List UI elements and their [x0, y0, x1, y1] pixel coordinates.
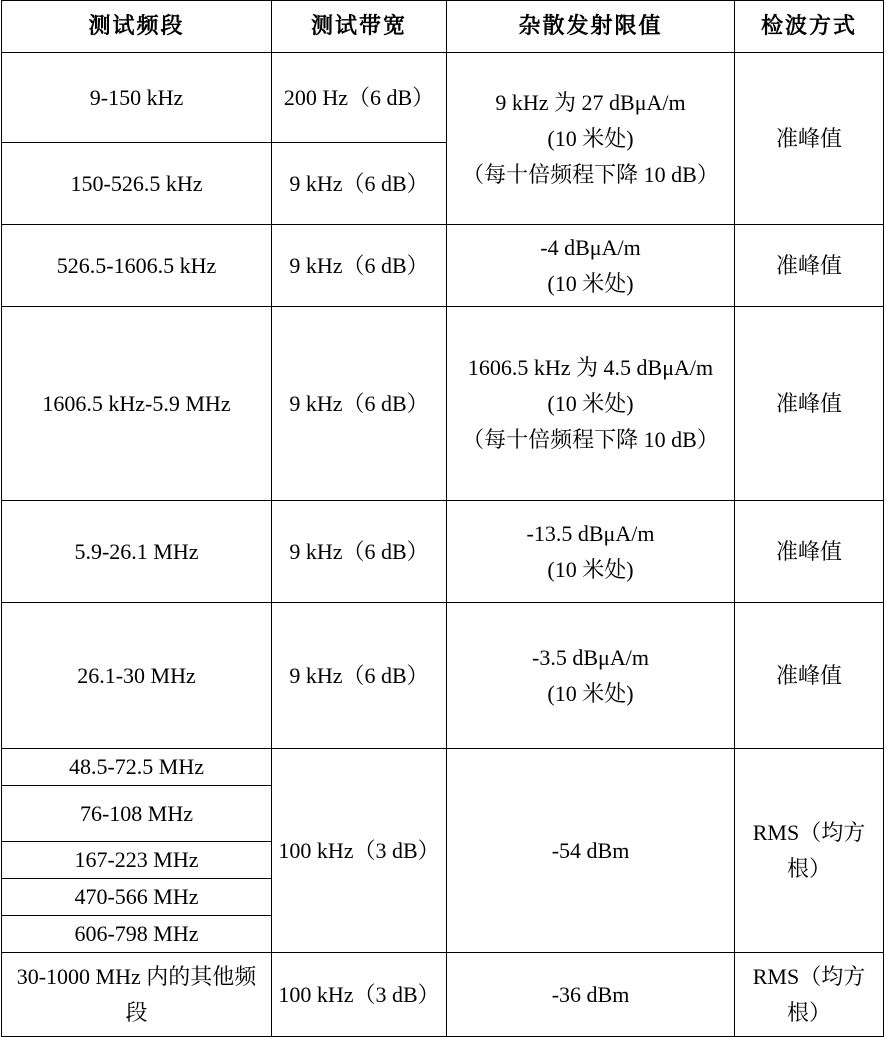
limit-line: (10 米处) — [547, 270, 634, 296]
band-cell: 606-798 MHz — [2, 916, 272, 953]
limit-cell — [447, 307, 735, 501]
header-bandwidth: 测试带宽 — [272, 1, 447, 53]
limit-cell — [447, 501, 735, 603]
limit-cell — [447, 225, 735, 307]
header-detector: 检波方式 — [735, 1, 884, 53]
detector-cell: 准峰值 — [735, 53, 884, 225]
table-row — [2, 749, 884, 786]
band-cell: 9-150 kHz — [2, 53, 272, 143]
limit-line: (10 米处) — [547, 125, 634, 151]
bandwidth-cell: 9 kHz（6 dB） — [272, 143, 447, 225]
table-row — [2, 603, 884, 749]
band-cell: 26.1-30 MHz — [2, 603, 272, 749]
limit-line: -4 dBμA/m — [540, 234, 641, 260]
limit-line: (10 米处) — [547, 390, 634, 416]
detector-cell: 准峰值 — [735, 307, 884, 501]
bandwidth-cell: 100 kHz（3 dB） — [272, 953, 447, 1037]
limit-line: -13.5 dBμA/m — [526, 520, 655, 546]
table-row — [2, 225, 884, 307]
band-cell: 1606.5 kHz-5.9 MHz — [2, 307, 272, 501]
band-cell: 150-526.5 kHz — [2, 143, 272, 225]
detector-cell: 准峰值 — [735, 501, 884, 603]
bandwidth-cell: 9 kHz（6 dB） — [272, 225, 447, 307]
detector-cell: RMS（均方根） — [735, 953, 884, 1037]
header-band: 测试频段 — [2, 1, 272, 53]
band-cell: 5.9-26.1 MHz — [2, 501, 272, 603]
bandwidth-cell: 100 kHz（3 dB） — [272, 749, 447, 953]
bandwidth-cell: 9 kHz（6 dB） — [272, 603, 447, 749]
band-cell: 48.5-72.5 MHz — [2, 749, 272, 786]
header-limit: 杂散发射限值 — [447, 1, 735, 53]
limit-cell: -54 dBm — [447, 749, 735, 953]
detector-cell: 准峰值 — [735, 603, 884, 749]
limit-line: 1606.5 kHz 为 4.5 dBμA/m — [467, 354, 714, 380]
header-row — [2, 1, 884, 53]
table-row — [2, 501, 884, 603]
limit-line: （每十倍频程下降 10 dB） — [462, 426, 719, 452]
table-row — [2, 953, 884, 1037]
detector-cell: 准峰值 — [735, 225, 884, 307]
spurious-emission-table — [1, 0, 884, 1037]
band-cell: 167-223 MHz — [2, 842, 272, 879]
bandwidth-cell: 200 Hz（6 dB） — [272, 53, 447, 143]
table-row — [2, 307, 884, 501]
limit-cell — [447, 53, 735, 225]
limit-cell — [447, 603, 735, 749]
table-row — [2, 53, 884, 143]
band-cell: 76-108 MHz — [2, 786, 272, 842]
limit-line: （每十倍频程下降 10 dB） — [462, 161, 719, 187]
limit-cell: -36 dBm — [447, 953, 735, 1037]
limit-line: (10 米处) — [547, 556, 634, 582]
band-cell: 470-566 MHz — [2, 879, 272, 916]
detector-cell: RMS（均方根） — [735, 749, 884, 953]
limit-line: 9 kHz 为 27 dBμA/m — [495, 89, 686, 115]
bandwidth-cell: 9 kHz（6 dB） — [272, 501, 447, 603]
band-cell: 526.5-1606.5 kHz — [2, 225, 272, 307]
bandwidth-cell: 9 kHz（6 dB） — [272, 307, 447, 501]
limit-line: (10 米处) — [547, 680, 634, 706]
limit-line: -3.5 dBμA/m — [532, 644, 649, 670]
band-cell: 30-1000 MHz 内的其他频段 — [2, 953, 272, 1037]
